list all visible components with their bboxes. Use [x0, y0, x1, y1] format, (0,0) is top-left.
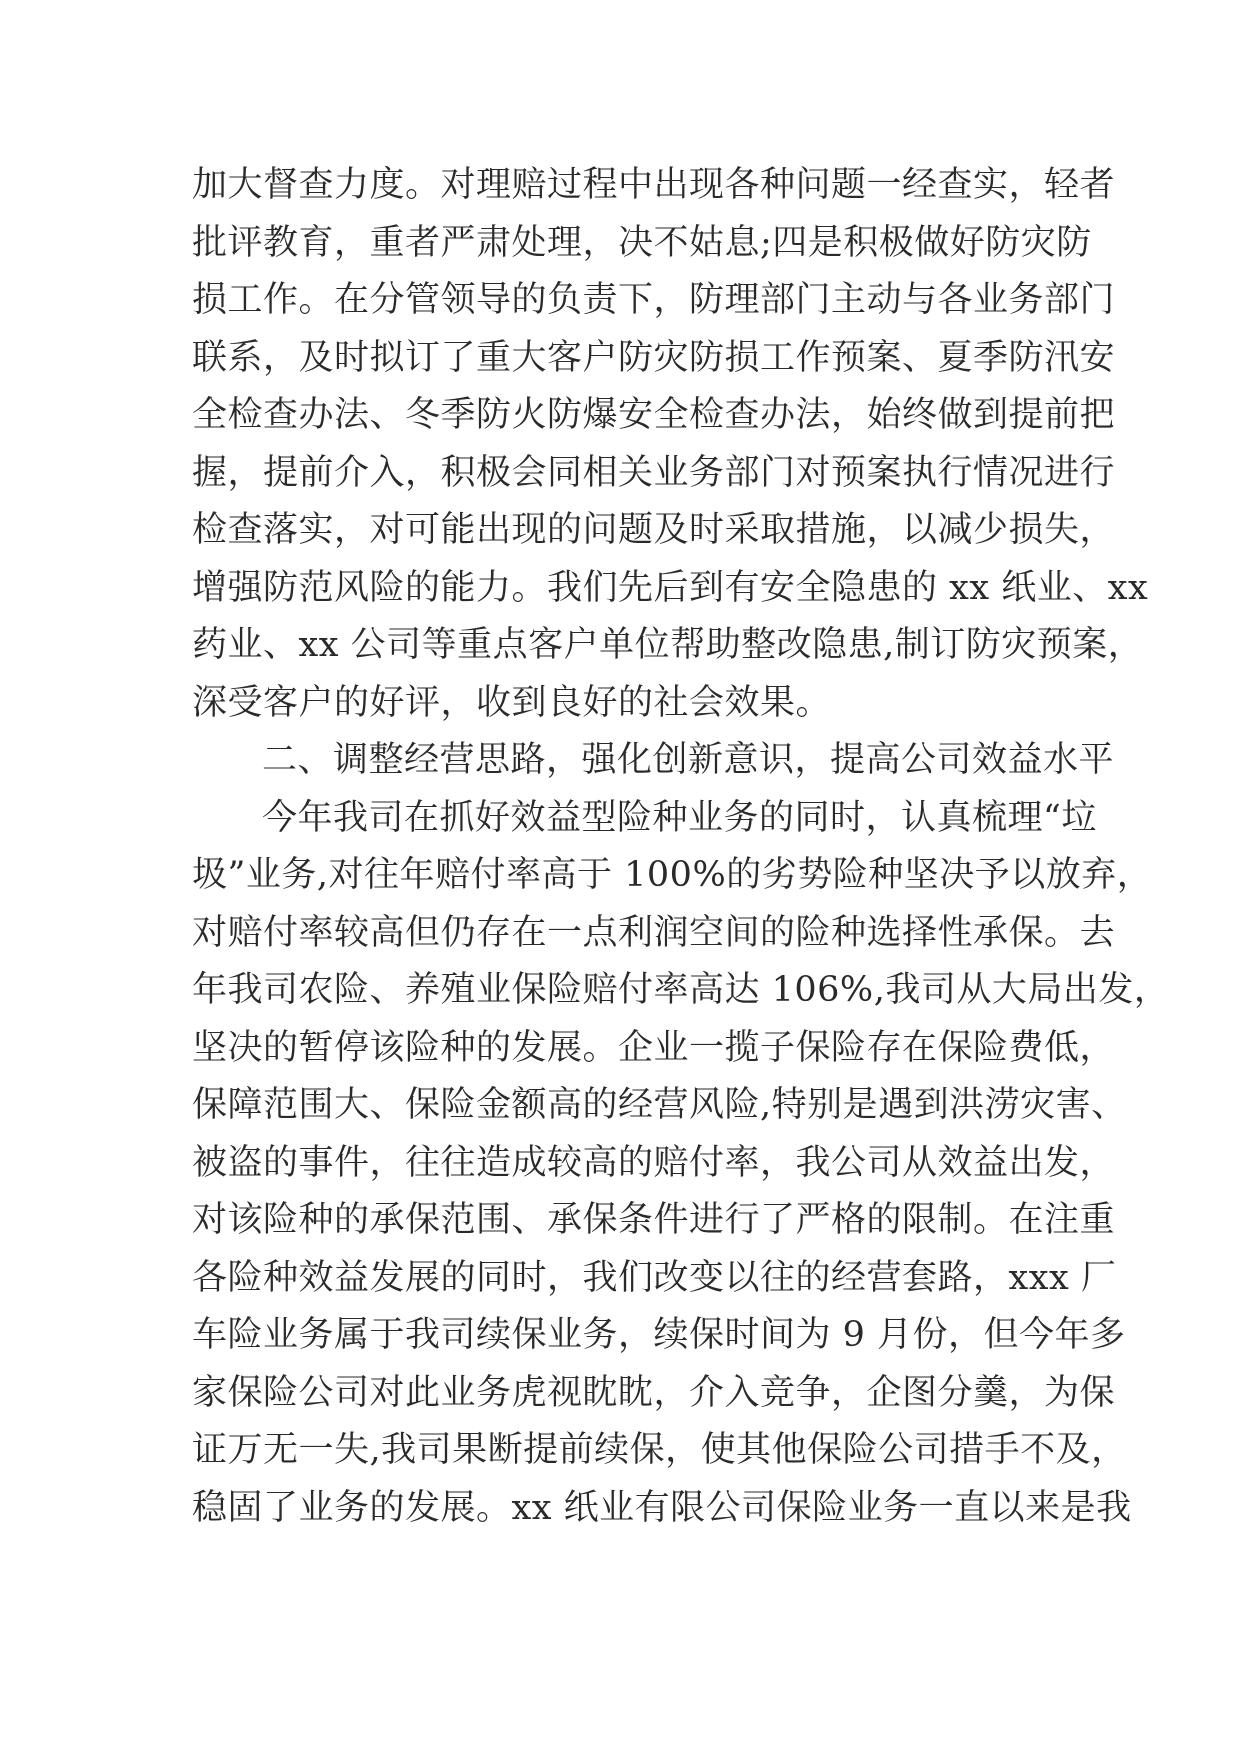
text-line: 家保险公司对此业务虎视眈眈，介入竞争，企图分羹，为保 [192, 1372, 1116, 1413]
text-line: 损工作。在分管领导的负责下，防理部门主动与各业务部门 [192, 280, 1116, 320]
text-line: 坚决的暂停该险种的发展。企业一揽子保险存在保险费低， [192, 1027, 1116, 1068]
paragraph-first-line: 今年我司在抓好效益型险种业务的同时，认真梳理“垃 [262, 797, 1097, 838]
text-line: 增强防范风险的能力。我们先后到有安全隐患的 xx 纸业、xx [192, 567, 1149, 608]
text-line: 深受客户的好评，收到良好的社会效果。 [192, 682, 832, 723]
text-line: 联系，及时拟订了重大客户防灾防损工作预案、夏季防汛安 [192, 337, 1116, 378]
document-body [192, 157, 1170, 1537]
text-line: 证万无一失,我司果断提前续保，使其他保险公司措手不及， [192, 1430, 1127, 1470]
text-line: 握，提前介入，积极会同相关业务部门对预案执行情况进行 [192, 452, 1116, 493]
text-line: 全检查办法、冬季防火防爆安全检查办法，始终做到提前把 [192, 395, 1116, 435]
text-line: 批评教育，重者严肃处理，决不姑息;四是积极做好防灾防 [192, 222, 1092, 263]
text-line: 检查落实，对可能出现的问题及时采取措施，以减少损失， [192, 510, 1116, 550]
text-line: 圾”业务,对往年赔付率高于 100%的劣势险种坚决予以放弃， [192, 855, 1153, 895]
text-line: 年我司农险、养殖业保险赔付率高达 106%,我司从大局出发， [192, 970, 1170, 1010]
text-line: 对赔付率较高但仍存在一点利润空间的险种选择性承保。去 [192, 912, 1116, 953]
section-heading: 二、调整经营思路，强化创新意识，提高公司效益水平 [262, 740, 1115, 780]
text-line: 保障范围大、保险金额高的经营风险,特别是遇到洪涝灾害、 [192, 1085, 1127, 1125]
text-line: 加大督查力度。对理赔过程中出现各种问题一经查实，轻者 [192, 165, 1116, 205]
text-line: 车险业务属于我司续保业务，续保时间为 9 月份，但今年多 [192, 1315, 1126, 1355]
text-line: 各险种效益发展的同时，我们改变以往的经营套路，xxx 厂 [192, 1257, 1117, 1298]
text-line: 对该险种的承保范围、承保条件进行了严格的限制。在注重 [192, 1200, 1116, 1240]
text-line: 药业、xx 公司等重点客户单位帮助整改隐患,制订防灾预案， [192, 625, 1144, 665]
text-line: 稳固了业务的发展。xx 纸业有限公司保险业务一直以来是我 [192, 1487, 1132, 1528]
text-line: 被盗的事件，往往造成较高的赔付率，我公司从效益出发， [192, 1142, 1116, 1183]
